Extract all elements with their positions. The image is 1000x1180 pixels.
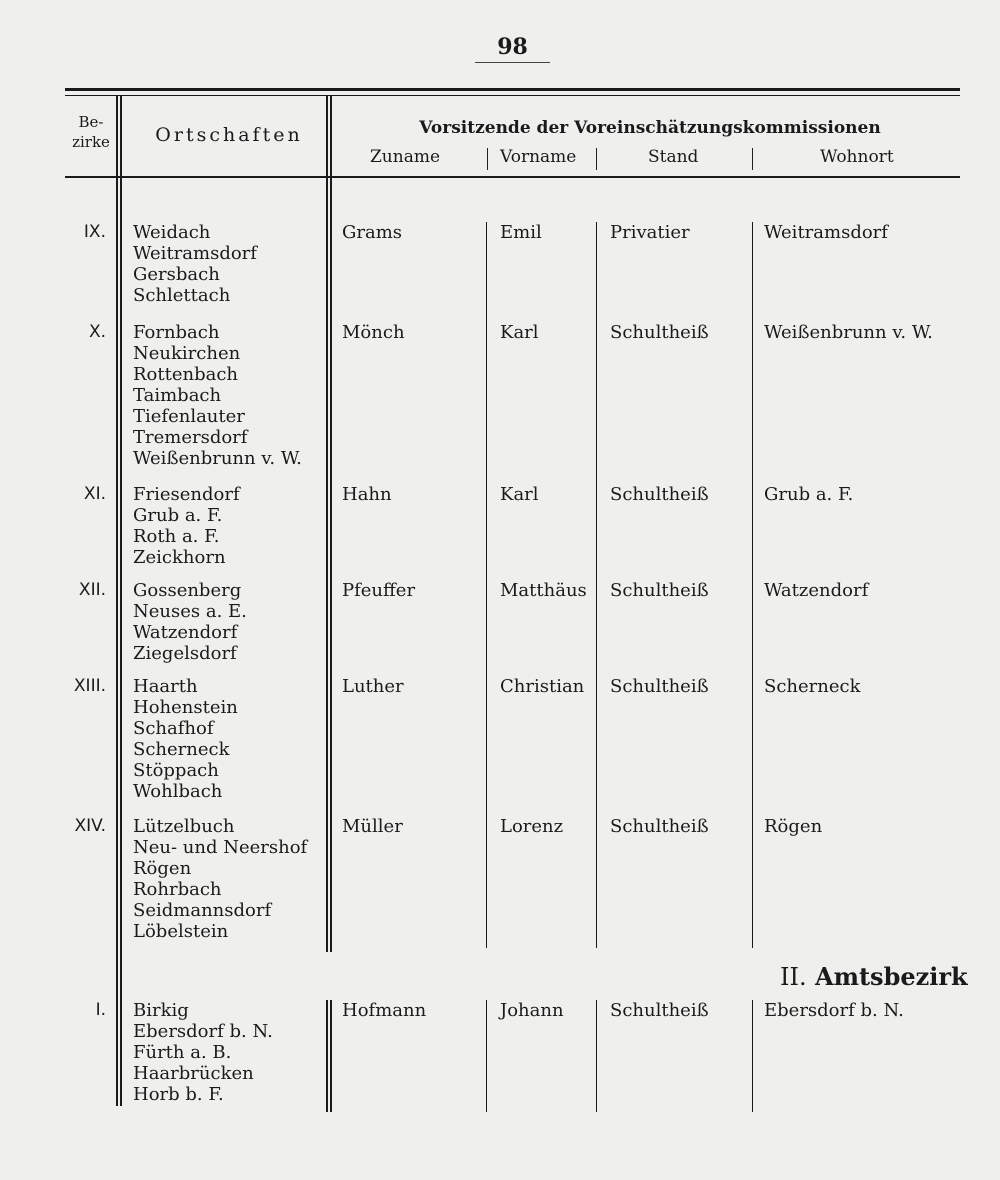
ortschaft-item: Friesendorf [133,484,240,505]
row-vorname: Christian [500,676,585,697]
row-ortschaften [133,676,238,802]
section-title: Amtsbezirk [814,962,968,991]
row-zuname: Hahn [342,484,392,505]
header-ortschaften: Ortschaften [155,124,303,146]
row-ortschaften [133,580,247,664]
row-stand: Privatier [610,222,690,243]
ortschaft-item: Haarth [133,676,198,697]
row-wohnort: Ebersdorf b. N. [764,1000,904,1021]
row-bezirk: XII. [78,580,106,600]
header-zuname: Zuname [370,147,441,167]
ortschaft-item: Roth a. F. [133,526,220,547]
row-bezirk: I. [95,1000,106,1020]
ortschaft-item: Fürth a. B. [133,1042,232,1063]
row-bezirk: X. [88,322,106,342]
ortschaft-item: Weidach [133,222,211,243]
ortschaft-item: Stöppach [133,760,219,781]
row-wohnort: Weitramsdorf [764,222,888,243]
section-numeral: II. [780,963,807,991]
header-bezirke-line1: Be- [78,113,104,131]
row-ortschaften [133,322,302,469]
ortschaft-item: Rottenbach [133,364,239,385]
ortschaft-item: Birkig [133,1000,189,1021]
header-vorname: Vorname [500,147,577,167]
header-bezirke-line2: zirke [72,133,110,151]
row-stand: Schultheiß [610,676,709,697]
row-ortschaften [133,222,257,306]
ortschaft-item: Tiefenlauter [133,406,245,427]
row-zuname: Luther [342,676,404,697]
header-stand: Stand [648,147,699,167]
ortschaft-item: Rögen [133,858,192,879]
row-vorname: Karl [500,322,539,343]
ortschaft-item: Gersbach [133,264,220,285]
row-stand: Schultheiß [610,484,709,505]
header-bottom-rule [65,176,960,178]
ortschaft-item: Seidmannsdorf [133,900,272,921]
ortschaft-item: Scherneck [133,739,230,760]
wohnort-column-rule [752,222,753,948]
row-vorname: Matthäus [500,580,587,601]
ortschaft-item: Hohenstein [133,697,238,718]
ortschaft-item: Ziegelsdorf [133,643,237,664]
ortschaft-item: Fornbach [133,322,220,343]
header-wohnort: Wohnort [820,147,894,167]
row-zuname: Grams [342,222,403,243]
row-zuname: Müller [342,816,403,837]
ortschaft-item: Neukirchen [133,343,241,364]
row-stand: Schultheiß [610,580,709,601]
section-heading [780,962,968,991]
bezirk-column-rule-inner [120,96,122,1106]
row-stand: Schultheiß [610,816,709,837]
ortschaft-item: Schlettach [133,285,231,306]
row-bezirk: XIV. [74,816,106,836]
ortschaft-item: Zeickhorn [133,547,226,568]
row-vorname: Johann [500,1000,564,1021]
ortschaft-item: Rohrbach [133,879,222,900]
top-rule-thick [65,88,960,91]
row-wohnort: Rögen [764,816,823,837]
ortschaft-item: Löbelstein [133,921,229,942]
row-ortschaften [133,1000,273,1105]
row-wohnort: Watzendorf [764,580,869,601]
header-sep-3 [752,148,753,170]
row-bezirk: XIII. [73,676,106,696]
ortschaft-item: Schafhof [133,718,214,739]
ortschaft-item: Weißenbrunn v. W. [133,448,302,469]
row-vorname: Lorenz [500,816,564,837]
row-ortschaften [133,816,307,942]
ortschaft-item: Lützelbuch [133,816,235,837]
wohnort-column-rule-lower [752,1000,753,1112]
row-bezirk: XI. [83,484,106,504]
ortschaften-column-rule [326,96,328,952]
row-wohnort: Scherneck [764,676,861,697]
ortschaft-item: Haarbrücken [133,1063,254,1084]
ortschaft-item: Taimbach [133,385,222,406]
row-zuname: Mönch [342,322,405,343]
row-vorname: Emil [500,222,542,243]
bezirk-column-rule [116,96,118,1106]
vorname-column-rule-lower [486,1000,487,1112]
ortschaften-column-rule-inner [330,96,332,952]
top-rule-thin [65,95,960,96]
ortschaft-item: Watzendorf [133,622,238,643]
row-wohnort: Weißenbrunn v. W. [764,322,933,343]
ortschaft-item: Ebersdorf b. N. [133,1021,273,1042]
header-sep-1 [487,148,488,170]
ortschaft-item: Neu- und Neershof [133,837,308,858]
ortschaft-item: Neuses a. E. [133,601,247,622]
ortschaft-item: Wohlbach [133,781,223,802]
row-ortschaften [133,484,240,568]
page-number-rule [475,62,550,63]
header-bezirke [66,112,116,152]
header-sep-2 [596,148,597,170]
page-number: 98 [497,34,528,60]
header-group-title: Vorsitzende der Voreinschätzungskommissionen [419,118,881,138]
stand-column-rule [596,222,597,948]
ortschaft-item: Gossenberg [133,580,242,601]
ortschaft-item: Grub a. F. [133,505,223,526]
row-stand: Schultheiß [610,1000,709,1021]
row-wohnort: Grub a. F. [764,484,854,505]
row-zuname: Pfeuffer [342,580,416,601]
row-vorname: Karl [500,484,539,505]
ortschaft-item: Tremersdorf [133,427,248,448]
row-stand: Schultheiß [610,322,709,343]
ortschaft-item: Horb b. F. [133,1084,224,1105]
row-zuname: Hofmann [342,1000,427,1021]
vorname-column-rule [486,222,487,948]
ortschaften-column-rule-lower-inner [330,1000,332,1112]
row-bezirk: IX. [83,222,106,242]
ortschaften-column-rule-lower [326,1000,328,1112]
ortschaft-item: Weitramsdorf [133,243,257,264]
stand-column-rule-lower [596,1000,597,1112]
